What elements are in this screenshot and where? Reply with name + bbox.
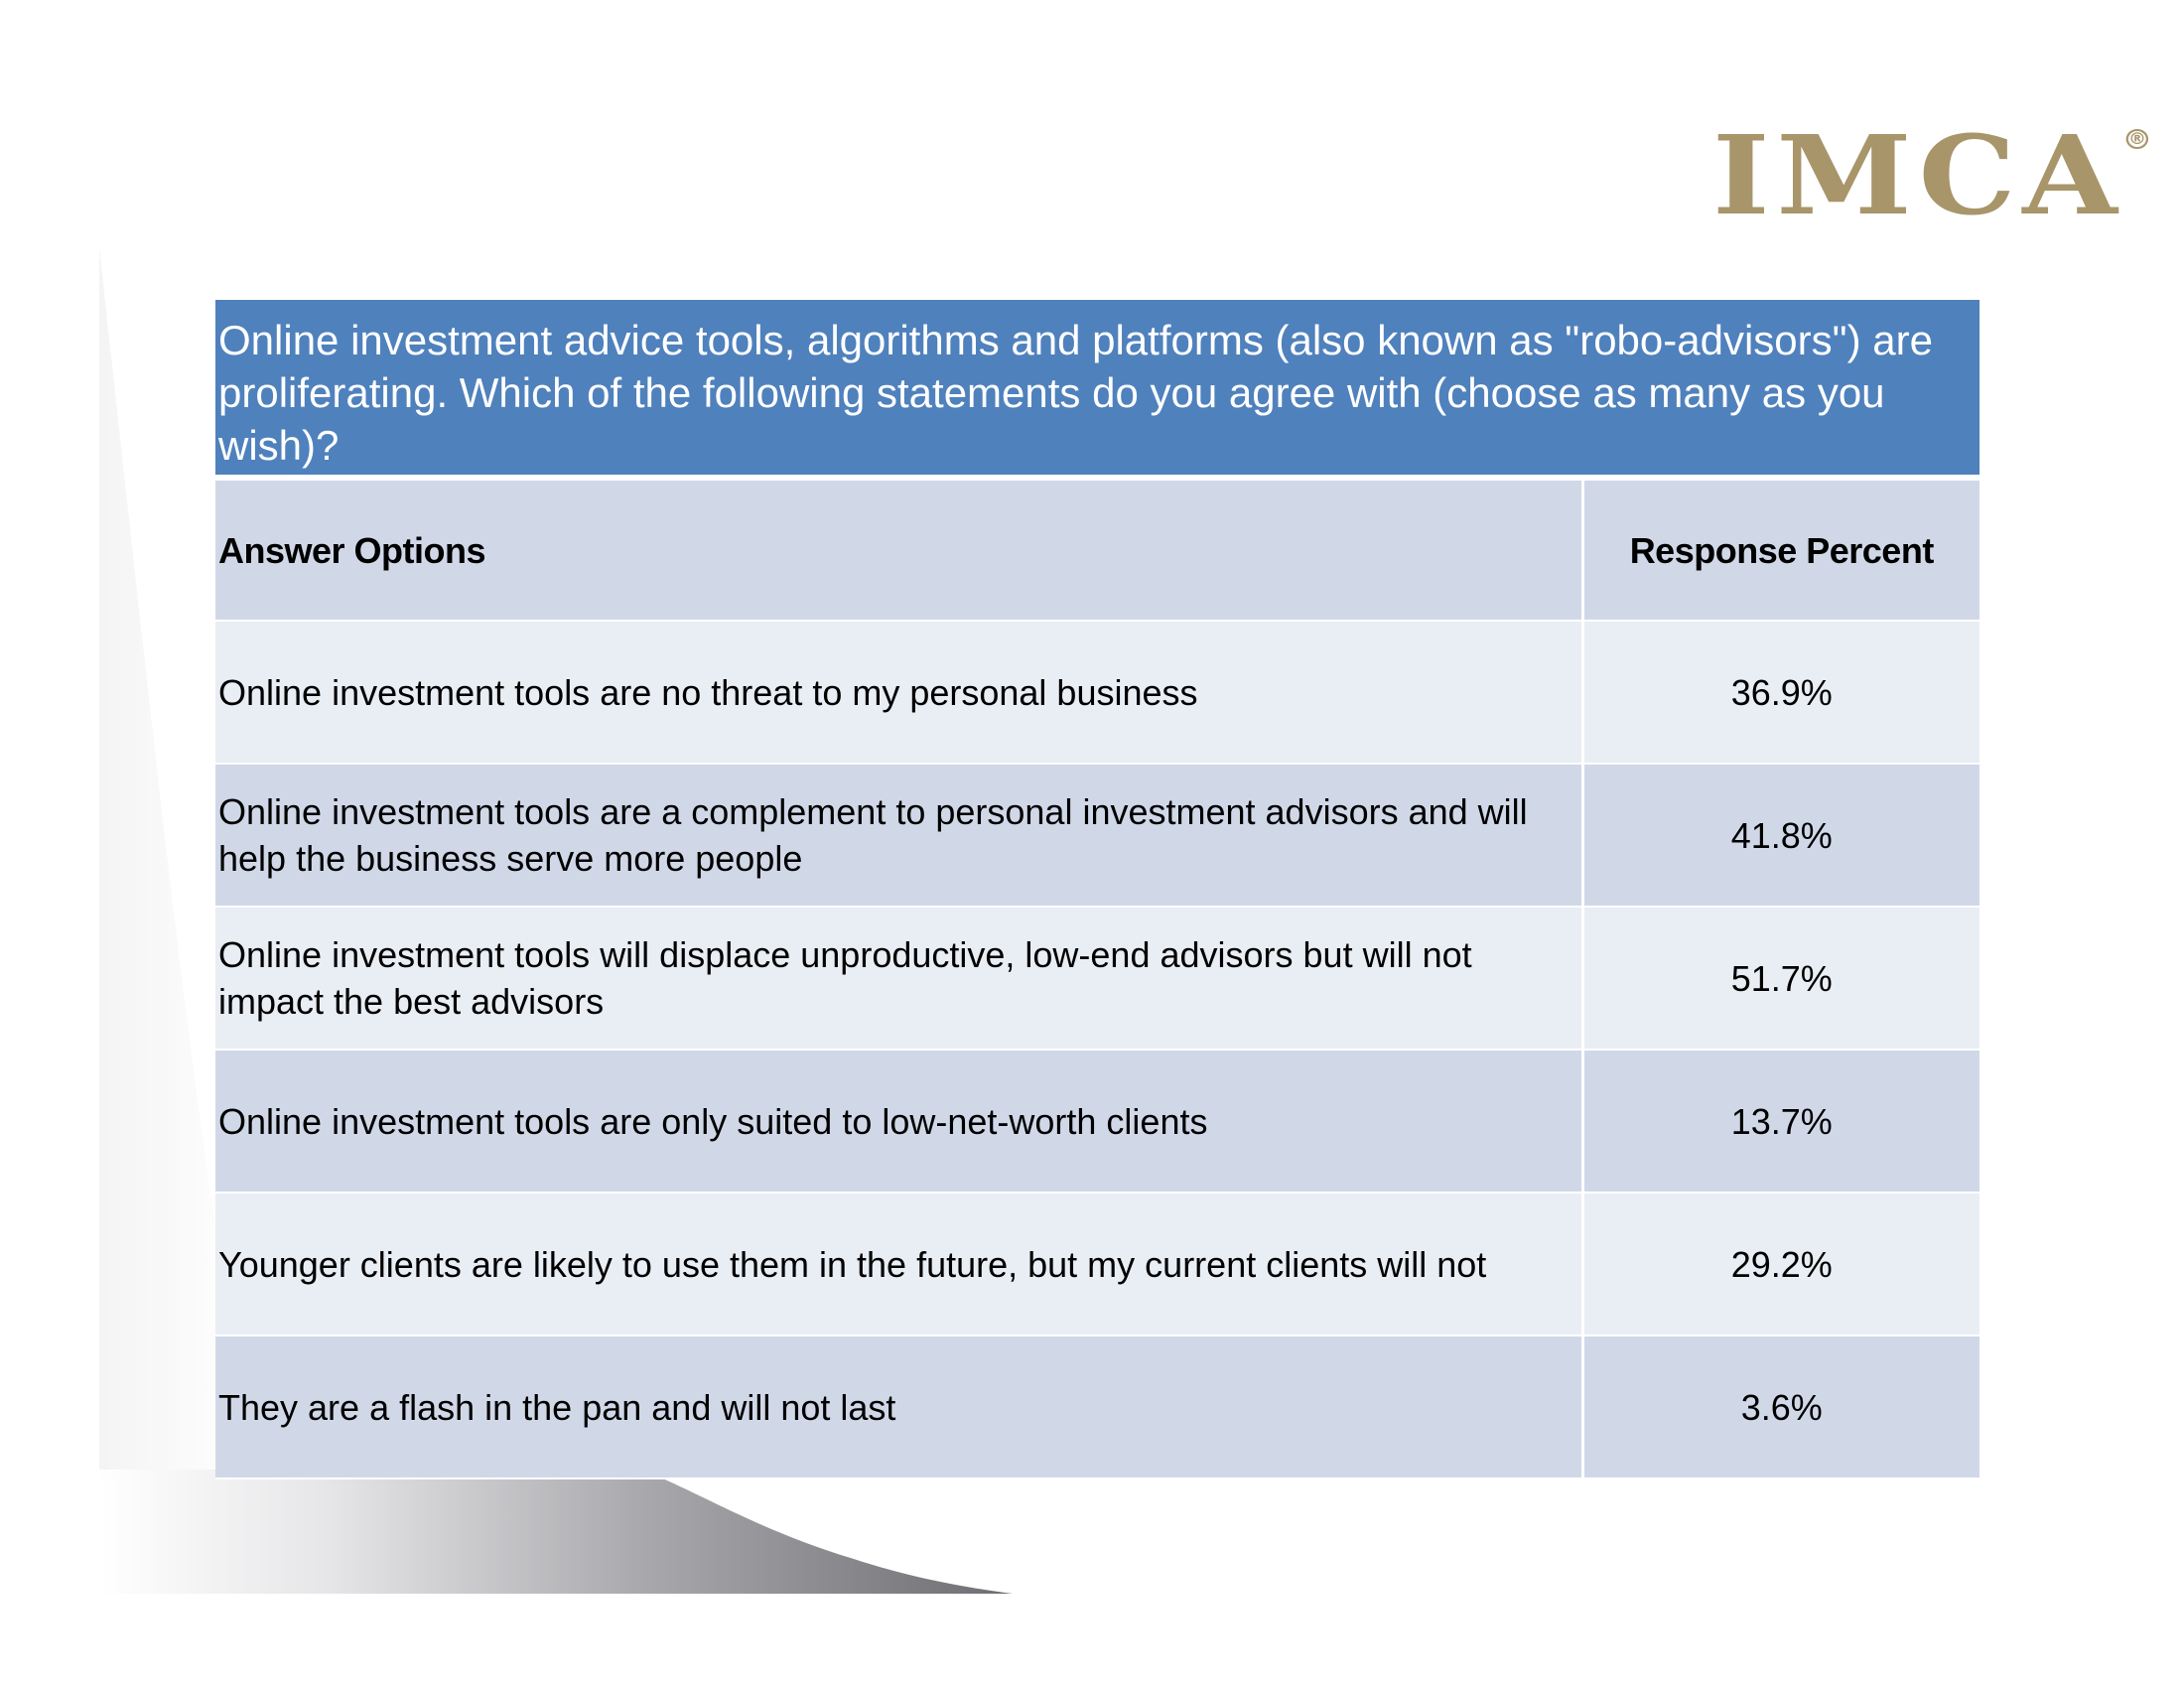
logo-text: IMCA xyxy=(1712,111,2124,239)
response-percent-cell: 41.8% xyxy=(1582,764,1979,907)
table-row xyxy=(215,764,1979,907)
column-header-answer-options: Answer Options xyxy=(215,478,1582,621)
imca-logo xyxy=(1712,111,2146,239)
column-header-response-percent: Response Percent xyxy=(1582,478,1979,621)
response-percent-cell: 3.6% xyxy=(1582,1336,1979,1478)
table-row xyxy=(215,1336,1979,1478)
table-row xyxy=(215,1193,1979,1336)
answer-option-cell: Online investment tools are no threat to my personal business xyxy=(215,621,1582,764)
answer-option-cell: Online investment tools are only suited to low-net-worth clients xyxy=(215,1050,1582,1193)
response-percent-cell: 13.7% xyxy=(1582,1050,1979,1193)
survey-results-table xyxy=(215,300,1979,1479)
table-row xyxy=(215,907,1979,1050)
response-percent-cell: 36.9% xyxy=(1582,621,1979,764)
answer-option-cell: Online investment tools are a complement to personal investment advisors and will help the business serve more people xyxy=(215,764,1582,907)
table-header-row xyxy=(215,478,1979,621)
registered-mark-icon: ® xyxy=(2126,129,2148,149)
question-header: Online investment advice tools, algorithms and platforms (also known as "robo-advisors") are proliferating. Which of the following statements do you agree with (choose as many as you wish)? xyxy=(215,300,1979,475)
answer-option-cell: Online investment tools will displace unproductive, low-end advisors but will not impact the best advisors xyxy=(215,907,1582,1050)
response-percent-cell: 51.7% xyxy=(1582,907,1979,1050)
answer-option-cell: Younger clients are likely to use them in the future, but my current clients will not xyxy=(215,1193,1582,1336)
response-percent-cell: 29.2% xyxy=(1582,1193,1979,1336)
results-table xyxy=(215,475,1979,1479)
answer-option-cell: They are a flash in the pan and will not last xyxy=(215,1336,1582,1478)
table-row xyxy=(215,621,1979,764)
table-row xyxy=(215,1050,1979,1193)
